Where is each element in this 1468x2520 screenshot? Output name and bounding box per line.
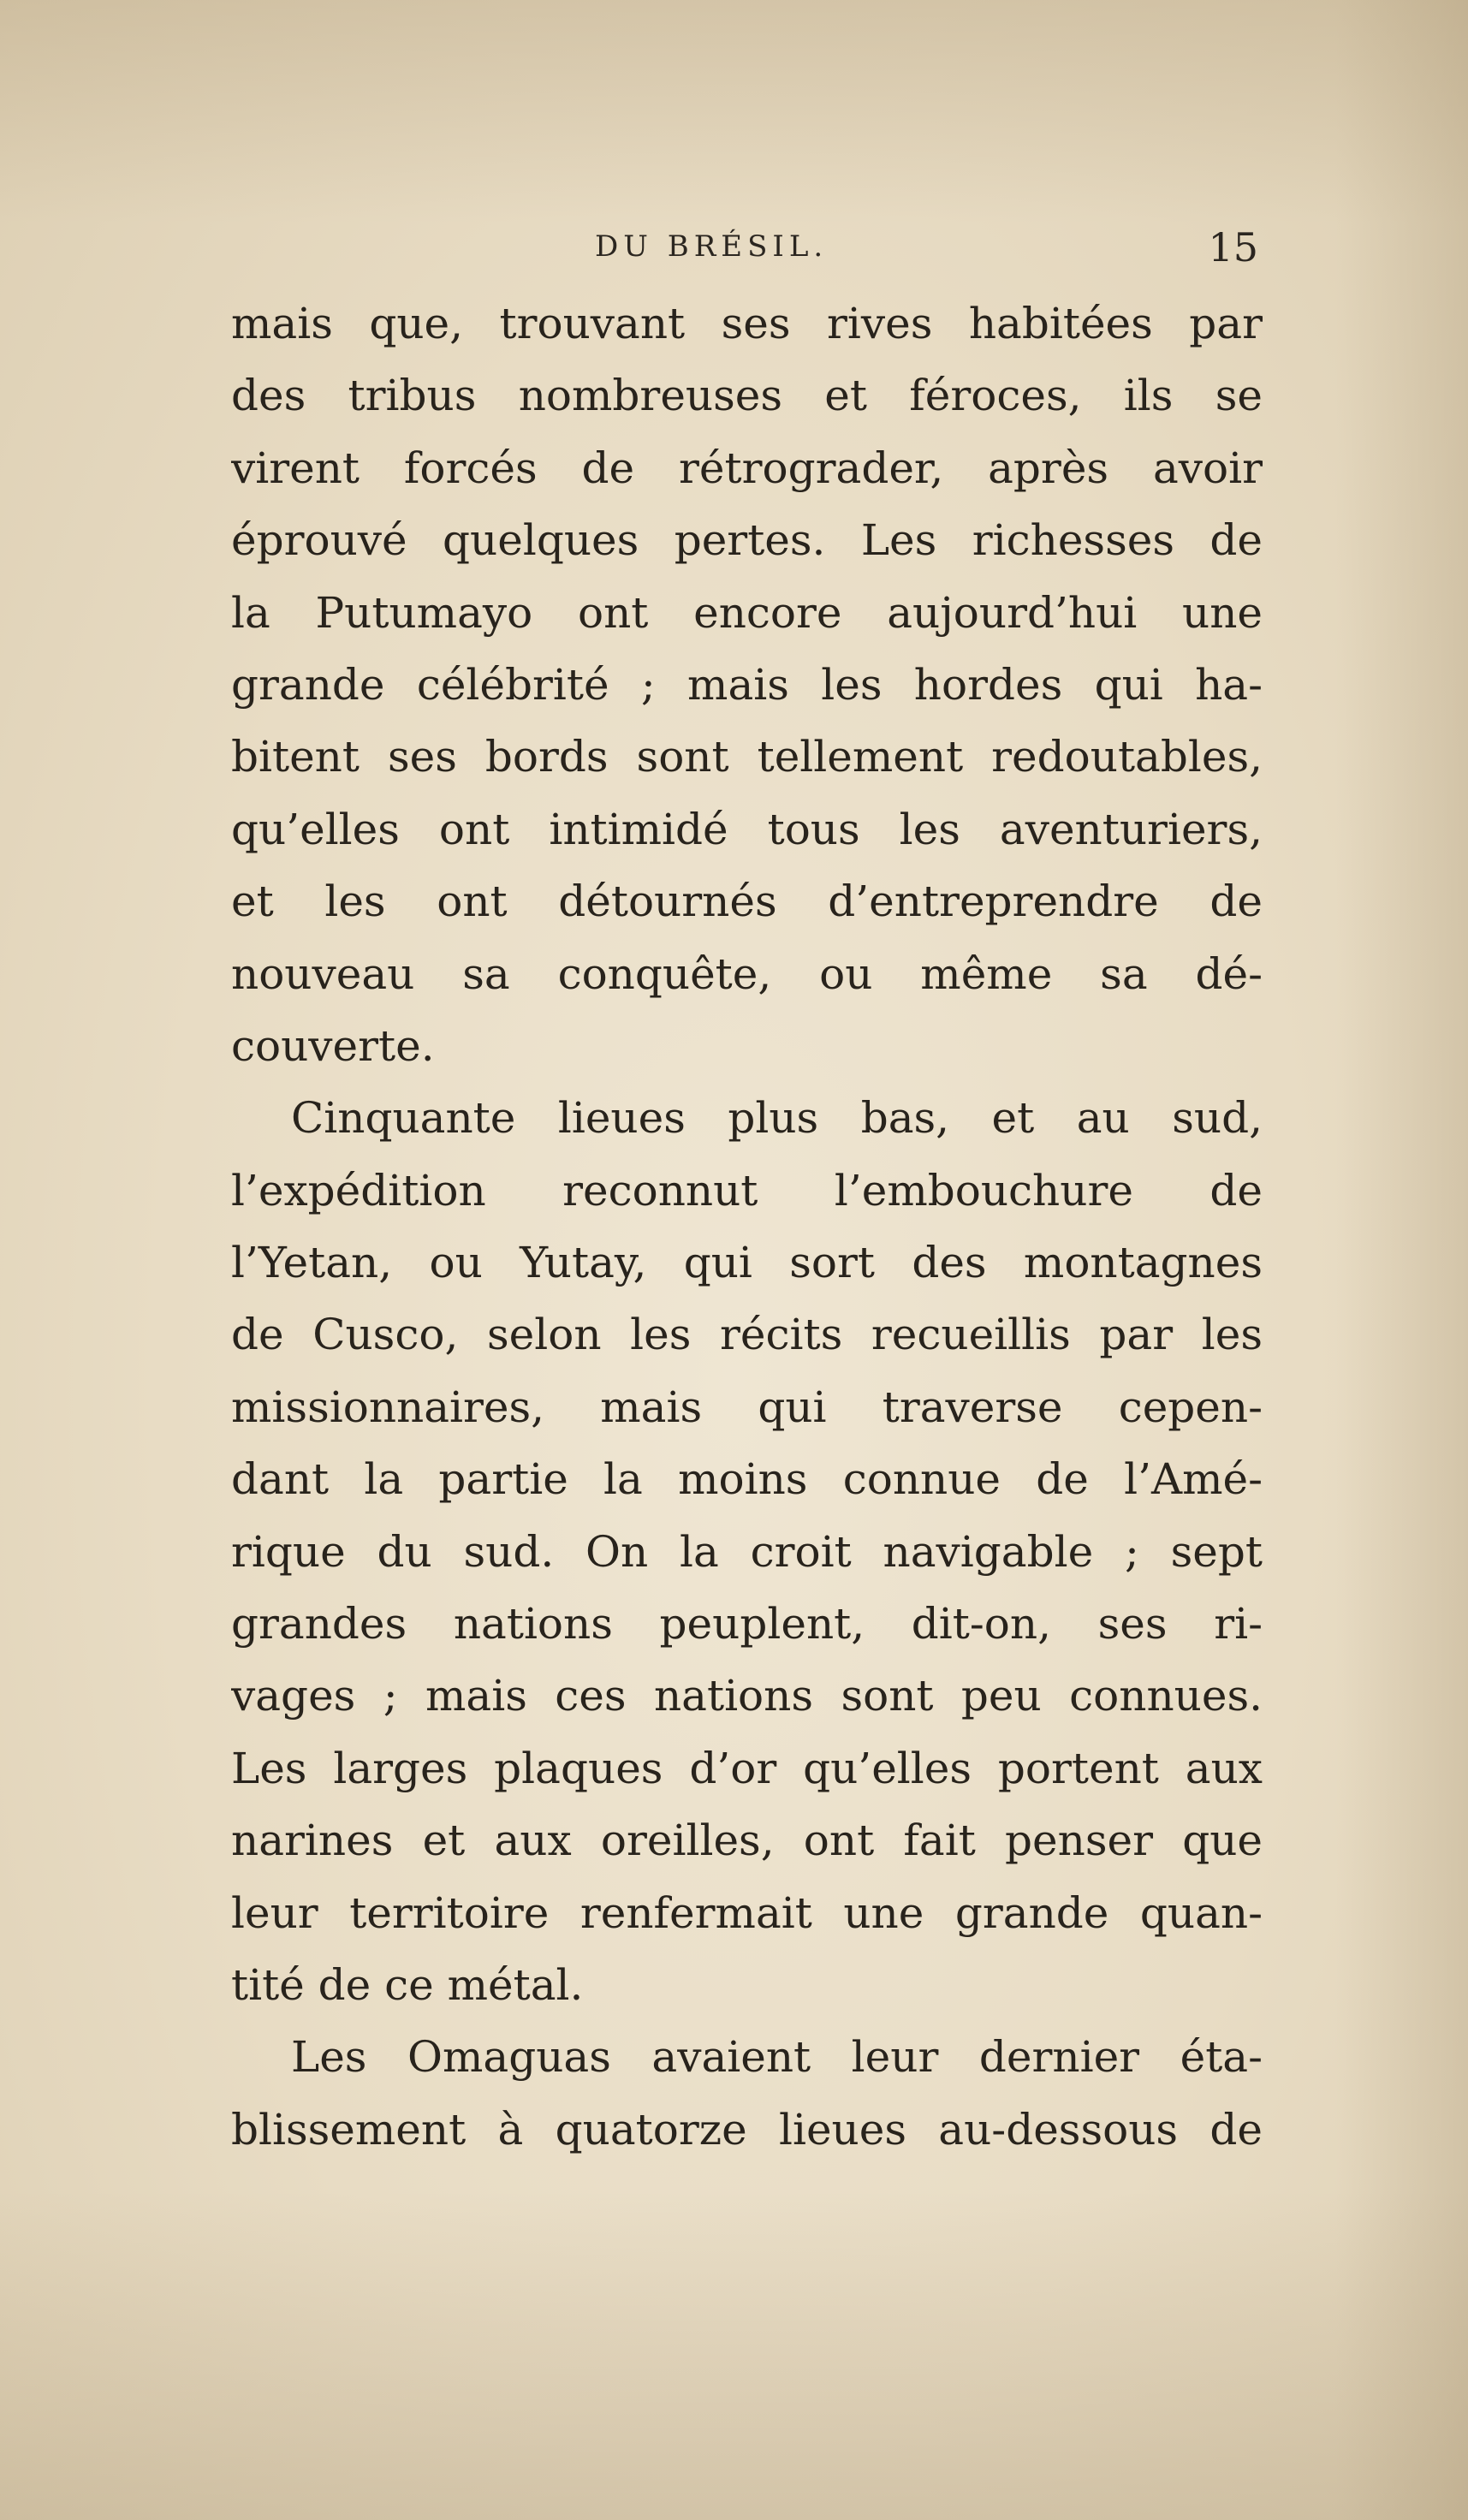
text-line: la Putumayo ont encore aujourd’hui une [231,587,1263,638]
paragraph-first-line: Les Omaguas avaient leur dernier éta- [291,2032,1263,2083]
text-line: narines et aux oreilles, ont fait penser que [231,1816,1263,1866]
text-line: blissement à quatorze lieues au-dessous de [231,2104,1263,2154]
text-line: mais que, trouvant ses rives habitées par [231,299,1263,348]
text-line: Les larges plaques d’or qu’elles portent aux [231,1743,1263,1793]
page-header [231,224,1258,276]
text-line: vages ; mais ces nations sont peu connues. [231,1671,1263,1721]
running-head: DU BRÉSIL. [595,229,829,264]
text-line: couverte. [231,1020,435,1071]
text-line: tité de ce métal. [231,1959,584,2010]
text-line: nouveau sa conquête, ou même sa dé- [231,948,1263,999]
paragraph-first-line: Cinquante lieues plus bas, et au sud, [291,1093,1263,1144]
text-line: des tribus nombreuses et féroces, ils se [231,371,1263,421]
text-line: grande célébrité ; mais les hordes qui ha- [231,659,1263,710]
text-line: éprouvé quelques pertes. Les richesses de [231,515,1263,566]
page-shadow-top [0,0,1468,223]
page-shadow-bottom [0,2191,1468,2520]
text-line: l’expédition reconnut l’embouchure de [231,1165,1263,1215]
text-line: dant la partie la moins connue de l’Amé- [231,1454,1263,1505]
text-line: bitent ses bords sont tellement redoutables, [231,732,1263,782]
text-line: de Cusco, selon les récits recueillis par les [231,1310,1263,1360]
body-text [231,288,1263,2166]
page-number: 15 [1208,224,1258,270]
text-line: rique du sud. On la croit navigable ; sept [231,1526,1263,1577]
text-line: qu’elles ont intimidé tous les aventuriers, [231,804,1263,854]
text-line: leur territoire renfermait une grande quan- [231,1887,1263,1938]
text-line: grandes nations peuplent, dit-on, ses ri- [231,1599,1263,1649]
text-line: l’Yetan, ou Yutay, qui sort des montagnes [231,1238,1263,1288]
page-shadow-right [1335,0,1468,2520]
text-line: missionnaires, mais qui traverse cepen- [231,1382,1263,1432]
text-line: et les ont détournés d’entreprendre de [231,877,1263,927]
text-line: virent forcés de rétrograder, après avoir [231,443,1263,493]
